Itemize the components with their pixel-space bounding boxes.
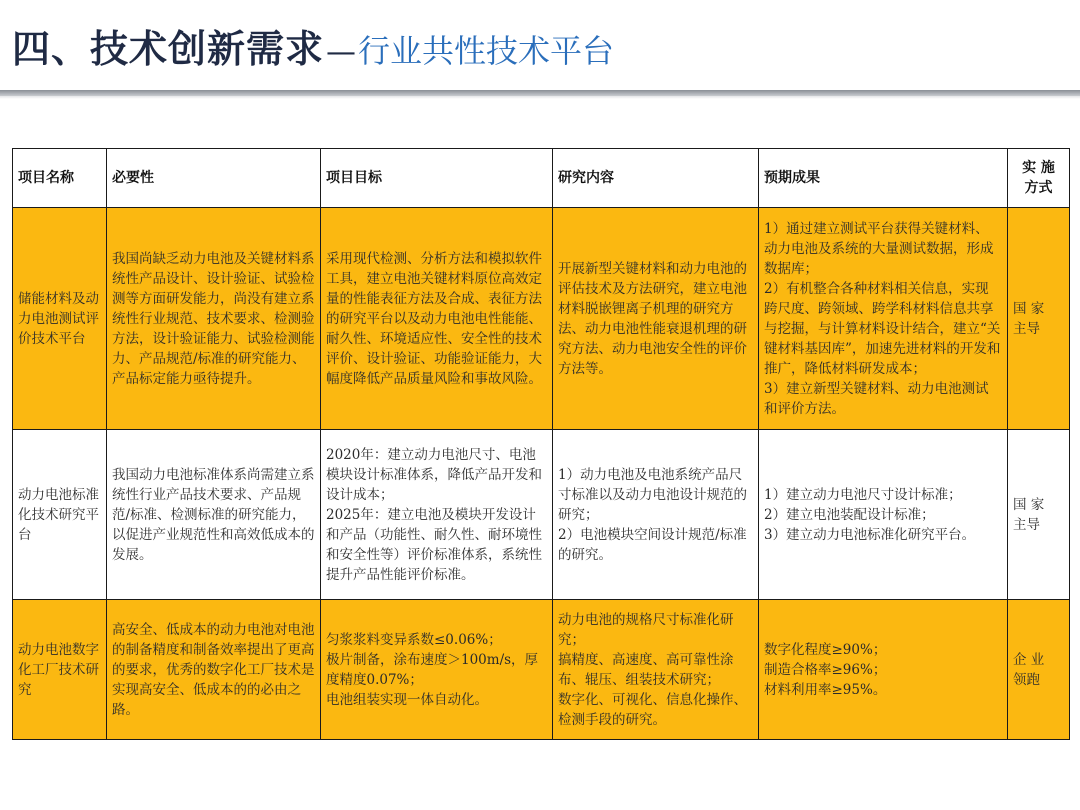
result-line: 3）建立新型关键材料、动力电池测试和评价方法。 (764, 380, 989, 417)
content-line: 搞精度、高速度、高可靠性涂布、辊压、组装技术研究； (558, 651, 734, 688)
cell-project-name: 动力电池数字化工厂技术研究 (13, 600, 107, 740)
result-line: 材料利用率≥95%。 (764, 681, 887, 698)
cell-mode: 国 家 主导 (1008, 430, 1070, 600)
header-results: 预期成果 (759, 149, 1008, 208)
cell-content (553, 600, 759, 740)
result-line: 2）建立电池装配设计标准； (764, 506, 935, 523)
cell-content (553, 430, 759, 600)
table-row (13, 600, 1070, 740)
slide-title (12, 18, 614, 78)
goal-line: 匀浆浆料变异系数≤0.06%； (326, 631, 502, 648)
result-line: 数字化程度≥90%； (764, 641, 887, 658)
goal-line: 2025年：建立电池及模块开发设计和产品（功能性、耐久性、耐环境性和安全性等）评价标准体系，系统性提升产品性能评价标准。 (326, 506, 542, 583)
cell-results (759, 600, 1008, 740)
title-dash: — (326, 35, 357, 70)
title-divider-shadow (0, 96, 1080, 99)
cell-necessity: 我国动力电池标准体系尚需建立系统性行业产品技术要求、产品规范/标准、检测标准的研究能力，以促进产业规范性和高效低成本的发展。 (107, 430, 321, 600)
title-subtitle: 行业共性技术平台 (358, 32, 615, 70)
header-project-name: 项目名称 (13, 149, 107, 208)
goal-line: 2020年：建立动力电池尺寸、电池模块设计标准体系，降低产品开发和设计成本； (326, 446, 542, 503)
result-line: 制造合格率≥96%； (764, 661, 887, 678)
cell-results (759, 208, 1008, 430)
cell-goal (321, 430, 553, 600)
table-row (13, 208, 1070, 430)
cell-necessity: 高安全、低成本的动力电池对电池的制备精度和制备效率提出了更高的要求，优秀的数字化工厂技术是实现高安全、低成本的的必由之路。 (107, 600, 321, 740)
header-content: 研究内容 (553, 149, 759, 208)
result-line: 3）建立动力电池标准化研究平台。 (764, 526, 976, 543)
content-line: 1）动力电池及电池系统产品尺寸标准以及动力电池设计规范的研究； (558, 466, 747, 523)
cell-project-name: 动力电池标准化技术研究平台 (13, 430, 107, 600)
goal-line: 电池组装实现一体自动化。 (326, 691, 488, 708)
content-line: 动力电池的规格尺寸标准化研究； (558, 611, 734, 648)
result-line: 1）建立动力电池尺寸设计标准； (764, 486, 962, 503)
cell-necessity: 我国尚缺乏动力电池及关键材料系统性产品设计、设计验证、试验检测等方面研发能力，尚没有建立系统性行业规范、技术要求、检测验方法，设计验证能力、试验检测能力、产品规范/标准的研究能力、产品标定能力亟待提升。 (107, 208, 321, 430)
content-line: 2）电池模块空间设计规范/标准的研究。 (558, 526, 747, 563)
cell-mode: 企 业 领跑 (1008, 600, 1070, 740)
header-mode: 实 施 方式 (1008, 149, 1070, 208)
table-header-row (13, 149, 1070, 208)
cell-goal: 采用现代检测、分析方法和模拟软件工具，建立电池关键材料原位高效定量的性能表征方法及合成、表征方法的研究平台以及动力电池电性能能、耐久性、环境适应性、安全性的技术评价、设计验证、功能验证能力，大幅度降低产品质量风险和事故风险。 (321, 208, 553, 430)
cell-project-name: 储能材料及动力电池测试评价技术平台 (13, 208, 107, 430)
cell-mode: 国 家 主导 (1008, 208, 1070, 430)
content-line: 数字化、可视化、信息化操作、检测手段的研究。 (558, 691, 747, 728)
goal-line: 极片制备，涂布速度＞100m/s，厚度精度0.07%； (326, 651, 539, 688)
requirements-table (12, 148, 1070, 740)
table-row (13, 430, 1070, 600)
cell-content: 开展新型关键材料和动力电池的评估技术及方法研究，建立电池材料脱嵌锂离子机理的研究方法、动力电池性能衰退机理的研究方法、动力电池安全性的评价方法等。 (553, 208, 759, 430)
cell-goal (321, 600, 553, 740)
header-goal: 项目目标 (321, 149, 553, 208)
result-line: 1）通过建立测试平台获得关键材料、动力电池及系统的大量测试数据，形成数据库； (764, 220, 994, 277)
cell-results (759, 430, 1008, 600)
header-necessity: 必要性 (107, 149, 321, 208)
result-line: 2）有机整合各种材料相关信息，实现跨尺度、跨领域、跨学科材料信息共享与挖掘，与计算材料设计结合，建立“关键材料基因库”，加速先进材料的开发和推广，降低材料研发成本； (764, 280, 1001, 377)
title-main: 四、技术创新需求 (12, 27, 325, 71)
